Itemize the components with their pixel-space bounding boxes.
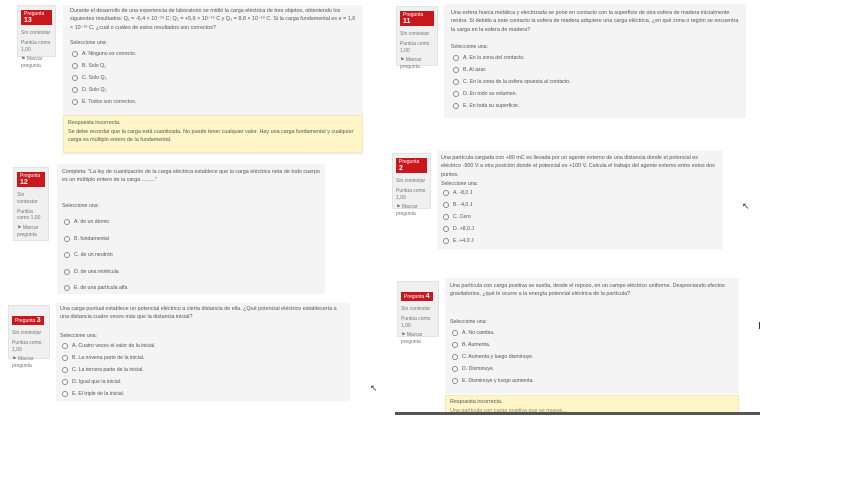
radio-button[interactable] <box>64 269 70 275</box>
answer-option[interactable]: D. Igual que la inicial. <box>62 376 156 388</box>
answer-options <box>452 327 534 387</box>
radio-button[interactable] <box>453 79 459 85</box>
flag-question-link[interactable]: ⚑ Marcar pregunta <box>17 225 39 238</box>
radio-button[interactable] <box>62 391 68 397</box>
select-one-label: Seleccione una: <box>450 319 487 325</box>
answer-options <box>62 340 156 400</box>
answer-option[interactable]: C. La tercera parte de la inicial. <box>62 364 156 376</box>
question-points: Puntúa como 1,00 <box>401 315 431 329</box>
flag-question-link[interactable]: ⚑ Marcar pregunta <box>21 56 43 69</box>
question-number-badge: Pregunta 4 <box>401 292 433 301</box>
select-one-label: Seleccione una: <box>60 333 97 339</box>
mouse-pointer-icon: ↖ <box>742 201 750 211</box>
radio-button[interactable] <box>64 219 70 225</box>
text-cursor-icon <box>759 322 760 329</box>
radio-button[interactable] <box>452 342 458 348</box>
question-text: Una carga puntual establece un potencial eléctrico a cierta distancia de ella. ¿Qué potencial eléctrico establecería a una distancia cuatro veces más que la distancia inicial? <box>60 306 337 321</box>
feedback-title: Respuesta incorrecta. <box>68 120 121 126</box>
question-points: Puntúa como 1,00 <box>12 339 42 353</box>
answer-option[interactable]: C. de un neutrón <box>64 247 127 264</box>
radio-button[interactable] <box>453 91 459 97</box>
select-one-label: Seleccione una: <box>62 203 99 209</box>
select-one-label: Seleccione una: <box>441 181 478 187</box>
flag-question-link[interactable]: ⚑ Marcar pregunta <box>400 57 422 70</box>
radio-button[interactable] <box>72 75 78 81</box>
radio-button[interactable] <box>64 252 70 258</box>
radio-button[interactable] <box>453 55 459 61</box>
answer-option[interactable]: C. Aumenta y luego disminuye. <box>452 351 534 363</box>
answer-option[interactable]: D. Disminuye. <box>452 363 534 375</box>
answer-option[interactable]: A. No cambia. <box>452 327 534 339</box>
question-status: Sin contestar <box>400 31 430 37</box>
question-info-11 <box>396 6 438 70</box>
question-text: Durante el desarrollo de una experiencia de laboratorio se midió la carga eléctrica de tres objetos, obteniendo los siguientes resultados: Q₁ = -6,4 × 10⁻¹⁹ C; Q₂ = +5,6 × 10⁻¹⁹ C y Q₃ = 8,8 × 10⁻¹⁹ C. Si la carga fundamental es e = 1,6 × 10⁻¹⁹ C, ¿cuál o cuáles de estos resultados son correctos? <box>70 8 356 31</box>
feedback-text: Una partícula con carga positiva que se mueve... <box>450 407 567 413</box>
radio-button[interactable] <box>72 87 78 93</box>
answer-option[interactable]: A. Ninguno es correcto. <box>72 48 136 60</box>
radio-button[interactable] <box>452 354 458 360</box>
mouse-pointer-icon: ↖ <box>370 383 378 393</box>
radio-button[interactable] <box>72 63 78 69</box>
question-points: Puntúa como 1,00 <box>400 40 430 54</box>
answer-option[interactable]: C. Cero <box>443 211 474 223</box>
question-points: Puntúa como 1,00 <box>17 208 41 222</box>
answer-option[interactable]: A. de un átomo <box>64 214 127 231</box>
question-points: Puntúa como 1,00 <box>396 187 426 201</box>
question-info-2 <box>392 153 431 217</box>
select-one-label: Seleccione una: <box>70 40 107 46</box>
answer-option[interactable]: C. Solo Q₃ <box>72 72 136 84</box>
question-status: Sin contestar <box>17 192 38 205</box>
question-status: Sin contestar <box>396 178 426 184</box>
radio-button[interactable] <box>72 51 78 57</box>
radio-button[interactable] <box>453 67 459 73</box>
question-status: Sin contestar <box>21 30 51 36</box>
radio-button[interactable] <box>452 378 458 384</box>
flag-icon: ⚑ <box>401 332 407 339</box>
answer-option[interactable]: B. Solo Q₁ <box>72 60 136 72</box>
radio-button[interactable] <box>72 99 78 105</box>
select-one-label: Seleccione una: <box>451 44 488 50</box>
question-points: Puntúa como 1,00 <box>21 39 51 53</box>
radio-button[interactable] <box>62 343 68 349</box>
radio-button[interactable] <box>452 330 458 336</box>
feedback-box <box>63 115 363 153</box>
question-number-badge: Pregunta 2 <box>396 158 427 173</box>
radio-button[interactable] <box>443 202 449 208</box>
flag-icon: ⚑ <box>396 204 402 211</box>
question-info-3 <box>8 305 50 369</box>
feedback-text: Se debe recordar que la carga está cuantizada. No puede tener cualquier valor. Hay una carga fundamental y cualquier carga es múltiplo entero de la fundamental. <box>68 128 354 144</box>
radio-button[interactable] <box>62 379 68 385</box>
answer-option[interactable]: D. de una molécula <box>64 264 127 281</box>
radio-button[interactable] <box>453 103 459 109</box>
question-number-badge: Pregunta 13 <box>21 10 52 25</box>
radio-button[interactable] <box>64 285 70 291</box>
flag-icon: ⚑ <box>17 225 23 231</box>
radio-button[interactable] <box>443 226 449 232</box>
question-status: Sin contestar <box>401 306 431 312</box>
question-number-badge: Pregunta 11 <box>400 11 434 26</box>
flag-question-link[interactable]: ⚑ Marcar pregunta <box>401 332 423 345</box>
question-text: Una partícula cargada con +80 mC es llevada por un agente externo de una distancia donde el potencial es eléctrico -900 V a otra posición donde el potencial es +100 V. Calcula el trabajo del agente externo entre estos dos puntos. <box>441 155 715 178</box>
answer-options <box>453 52 571 112</box>
question-text: Una partícula con carga positiva se suelta, desde el reposo, en un campo eléctrico uniforme. Despreciando efectos gravitatorios, ¿qué le ocurre a la energía potencial eléctrica de la partícula? <box>450 283 725 298</box>
answer-option[interactable]: B. fundamental <box>64 231 127 248</box>
answer-option[interactable]: E. Disminuye y luego aumenta. <box>452 375 534 387</box>
radio-button[interactable] <box>443 238 449 244</box>
flag-question-link[interactable]: ⚑ Marcar pregunta <box>12 356 34 369</box>
feedback-box <box>445 395 739 413</box>
answer-option[interactable]: E. de una partícula alfa <box>64 280 127 297</box>
question-text: Completa: "La ley de cuantización de la carga eléctrica establece que la carga eléctrica neta de todo cuerpo es un múltiplo entero de la carga ........." <box>62 169 320 184</box>
question-info-4 <box>397 281 439 345</box>
question-info-12 <box>13 167 49 241</box>
radio-button[interactable] <box>443 214 449 220</box>
answer-option[interactable]: B. La novena parte de la inicial. <box>62 352 156 364</box>
answer-option[interactable]: B. Aumenta. <box>452 339 534 351</box>
answer-option[interactable]: E. En toda su superficie. <box>453 100 571 112</box>
screenshot-edge-bar <box>395 412 760 415</box>
answer-options <box>72 48 136 108</box>
answer-option[interactable]: A. En la zona del contacto. <box>453 52 571 64</box>
question-number-badge: Pregunta 3 <box>12 316 44 325</box>
radio-button[interactable] <box>62 367 68 373</box>
answer-option[interactable]: C. En la zona de la esfera opuesta al contacto. <box>453 76 571 88</box>
feedback-title: Respuesta incorrecta. <box>450 399 503 405</box>
answer-option[interactable]: D. +8,0 J <box>443 223 474 235</box>
answer-option[interactable]: D. Solo Q₂ <box>72 84 136 96</box>
flag-icon: ⚑ <box>400 57 406 64</box>
answer-options <box>64 214 127 297</box>
answer-option[interactable]: E. +4,0 J <box>443 235 474 247</box>
radio-button[interactable] <box>62 355 68 361</box>
flag-question-link[interactable]: ⚑ Marcar pregunta <box>396 204 418 217</box>
answer-option[interactable]: E. Todos son correctos. <box>72 96 136 108</box>
answer-option[interactable]: B. -4,0 J <box>443 199 474 211</box>
question-text: Una esfera hueca metálica y electrizada se pone en contacto con la superficie de otra esfera de madera inicialmente neutra. Si debido a este contacto la esfera de madera adquiere una carga eléctrica, ¿en qué zona o región se encuentra la carga en la esfera de madera? <box>451 10 739 33</box>
answer-option[interactable]: A. Cuatro veces el valor de la inicial. <box>62 340 156 352</box>
question-status: Sin contestar <box>12 330 42 336</box>
question-info-13 <box>17 5 56 69</box>
flag-icon: ⚑ <box>21 56 27 63</box>
radio-button[interactable] <box>443 190 449 196</box>
answer-option[interactable]: E. El triple de la inicial. <box>62 388 156 400</box>
radio-button[interactable] <box>64 236 70 242</box>
question-number-badge: Pregunta 12 <box>17 172 45 187</box>
answer-option[interactable]: A. -8,0 J <box>443 187 474 199</box>
answer-options <box>443 187 474 247</box>
radio-button[interactable] <box>452 366 458 372</box>
answer-option[interactable]: D. En todo su volumen. <box>453 88 571 100</box>
flag-icon: ⚑ <box>12 356 18 363</box>
answer-option[interactable]: B. Al azar. <box>453 64 571 76</box>
